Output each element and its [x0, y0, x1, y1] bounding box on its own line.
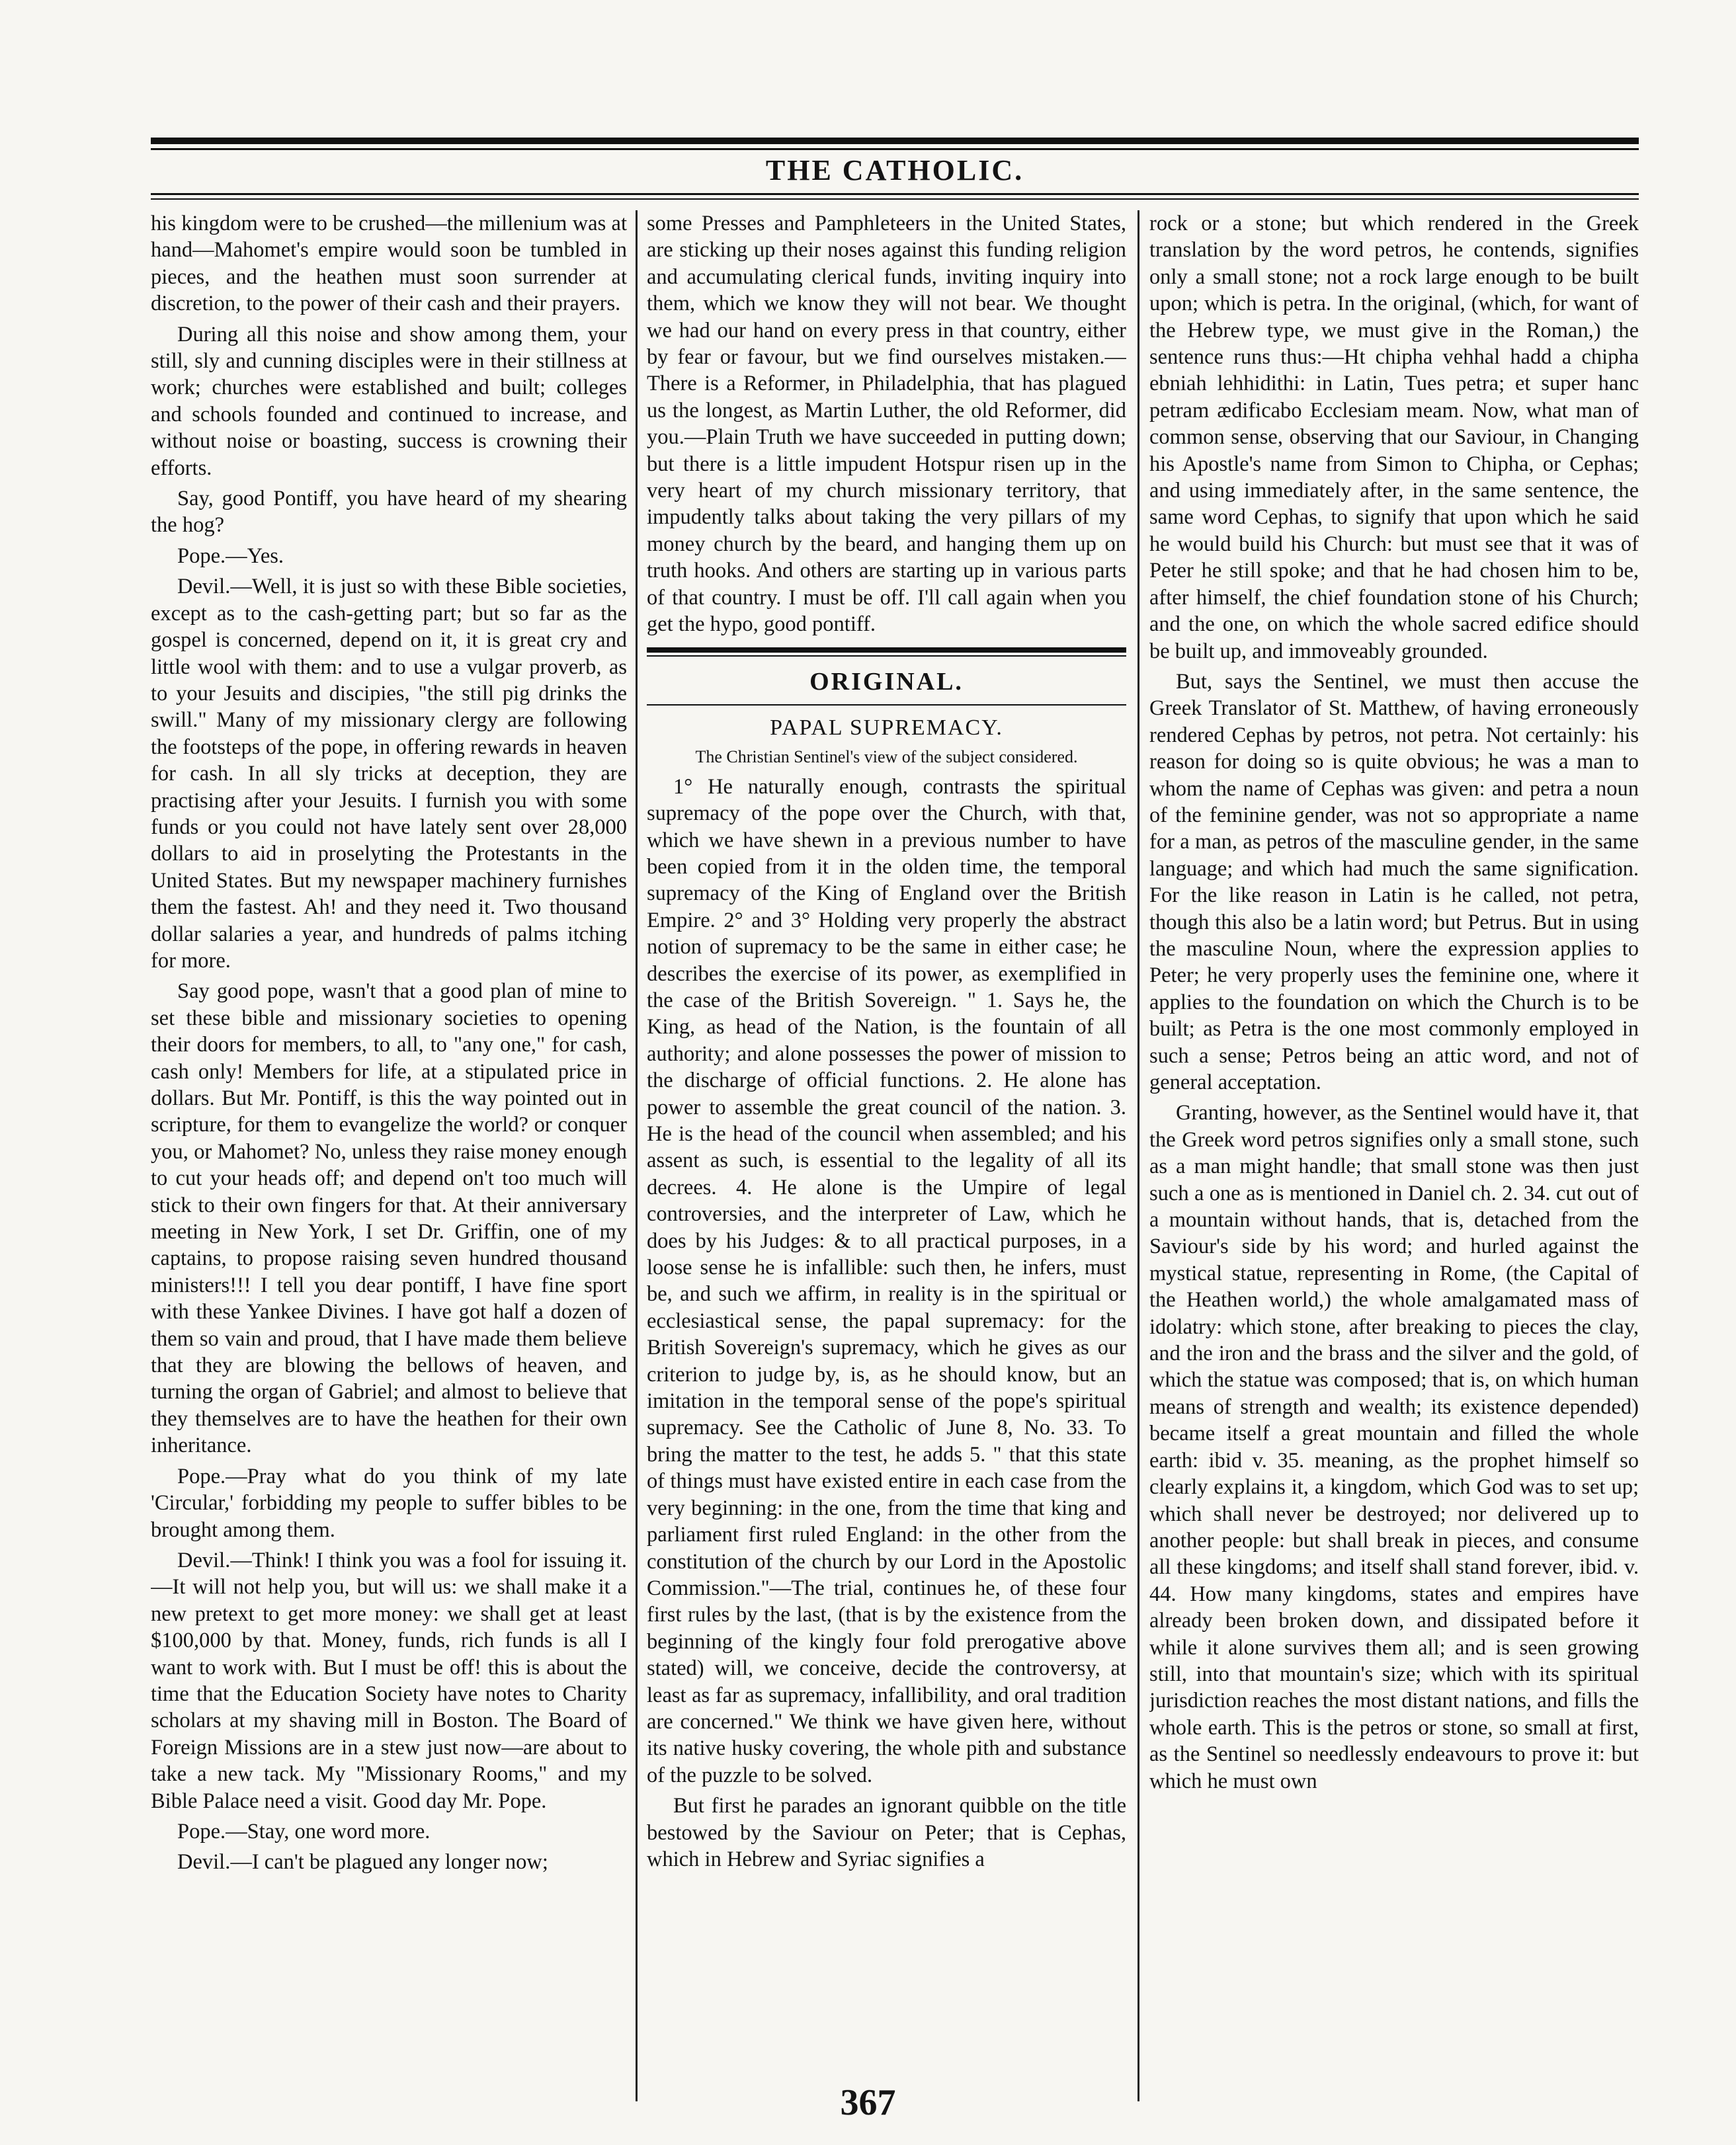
top-thin-rule: [151, 148, 1639, 150]
paragraph: Pope.—Stay, one word more.: [177, 1819, 431, 1843]
paragraph: some Presses and Pamphleteers in the United States, are sticking up their noses against this funding religion and accumulating clerical funds, inviting inquiry into them, which we know they will not bear. We thought we had our hand on every press in that country, either by fear or favour, but we find ourselves mistaken.—There is a Reformer, in Philadelphia, that has plagued us the longest, as Martin Luther, the old Reformer, did you.—Plain Truth we have succeeded in putting down; but there is a little impudent Hotspur risen up in the very heart of my church missionary territory, that impudently talks about taking the very pillars of my money church by the beard, and hanging them up on truth hooks. And others are starting up in various parts of that country. I must be off. I'll call again when you get the hypo, good pontiff.: [647, 212, 1126, 637]
running-title: THE CATHOLIC.: [765, 154, 1024, 186]
column-left: [151, 210, 627, 2068]
paragraph: Say good pope, wasn't that a good plan of mine to set these bible and missionary societies to opening their doors for members, to all, to "any one," for cash, cash only! Members for life, at a stipulated price in dollars. But Mr. Pontiff, is this the way pointed out in scripture, for them to evangelize the world? or conquer you, or Mahomet? No, unless they raise money enough to cut your heads off; and depend on't too much will stick to their own fingers for that. At their anniversary meeting in New York, I set Dr. Griffin, one of my captains, to propose raising seven hundred thousand ministers!!! I tell you dear pontiff, I have fine sport with these Yankee Divines. I have got half a dozen of them so vain and proud, that I have made them believe that they are blowing the bellows of heaven, and turning the organ of Gabriel; and almost to believe that they themselves are to have the heathen for their own inheritance.: [151, 979, 627, 1458]
paragraph: Devil.—I can't be plagued any longer now;: [177, 1850, 548, 1875]
paragraph: rock or a stone; but which rendered in the Greek translation by the word petros, he contends, signifies only a small stone; not a rock large enough to be built upon; which is petra. In the original, (which, for want of the Hebrew type, we must give in the Roman,) the sentence runs thus:—Ht chipha vehhal hadd a chipha ebniah lehhidithi: in Latin, Tues petra; et super hanc petram ædificabo Ecclesiam meam. Now, what man of common sense, observing that our Saviour, in Changing his Apostle's name from Simon to Chipha, or Cephas; and using immediately after, in the same sentence, the same word Cephas, to signify that upon which he said he would build his Church: but must see that it was of Peter he still spoke; and that he had chosen him to be, after himself, the chief foundation stone of his Church; and the one, on which the whole sacred edifice should be built up, and immoveably grounded.: [1149, 212, 1639, 663]
paragraph: 1° He naturally enough, contrasts the spiritual supremacy of the pope over the Church, with that, which we have shewn in a previous number to have been copied from it in the olden time, the temporal supremacy of the King of England over the British Empire. 2° and 3° Holding very properly the abstract notion of supremacy to be the same in either case; he describes the exercise of its power, as exemplified in the case of the British Sovereign. " 1. Says he, the King, as head of the Nation, is the fountain of all authority; and alone possesses the power of mission to the discharge of official functions. 2. He alone has power to assemble the great council of the nation. 3. He is the head of the council when assembled; and his assent as such, is essential to the legality of all its decrees. 4. He alone is the Umpire of legal controversies, and the interpreter of Law, which he does by his Judges: & to all practical purposes, in a loose sense he is infallible: such then, he infers, must be, and such we affirm, in reality is in the spiritual or ecclesiastical sense, the papal supremacy: for the British Sovereign's supremacy, which he gives as our criterion to judge by, is, as he should know, but an imitation in the temporal sense of the pope's spiritual supremacy. See the Catholic of June 8, No. 33. To bring the matter to the test, he adds 5. " that this state of things must have existed entire in each case from the very beginning: in the one, from the time that king and parliament first ruled England: in the other from the constitution of the church by our Lord in the Apostolic Commission."—The trial, continues he, of these four first rules by the last, (that is by the existence from the beginning of the kingly four fold prerogative above stated) will, we conceive, decide the controversy, at least as far as supremacy, infallibility, and oral tradition are concerned." We think we have given here, without its native husky covering, the whole pith and substance of the puzzle to be solved.: [647, 774, 1126, 1787]
paragraph: But, says the Sentinel, we must then accuse the Greek Translator of St. Matthew, of having erroneously rendered Cephas by petros, not petra. Not certainly: his reason for doing so is quite obvious; he was a man to whom the name of Cephas was given: and petra a noun of the feminine gender, was not so appropriate a name for a man, as petros of the masculine gender, in the same language; and which had much the same signification. For the like reason in Latin is he called, not petra, though this also be a latin word; but Petrus. But in using the masculine Noun, where the expression applies to Peter; he very properly uses the feminine one, where it applies to the foundation on which the Church is to be built; as Petra is the one most commonly employed in such a sense; Petros being an attic word, and not of general acceptation.: [1149, 669, 1639, 1094]
section-heading: ORIGINAL.: [809, 667, 964, 696]
column-divider-1: [636, 210, 638, 2101]
page-number: 367: [840, 2082, 896, 2123]
paragraph: Granting, however, as the Sentinel would have it, that the Greek word petros signifies only a small stone, such as a man might handle; that small stone was then just such a one as is mentioned in Daniel ch. 2. 34. cut out of a mountain without hands, that is, detached from the Saviour's side by his word; and hurled against the mystical statue, representing in Rome, (the Capital of the Heathen world,) the whole amalgamated mass of idolatry: which stone, after breaking to pieces the clay, and the iron and the brass and the silver and the gold, of which the statue was composed; that is, on which human means of strength and wealth; its existence depended) became itself a great mountain and filled the whole earth: ibid v. 35. meaning, as the prophet himself so clearly explains it, a kingdom, which God was to set up; which shall never be destroyed; nor delivered up to another people: but shall break in pieces, and consume all these kingdoms; and itself shall stand forever, ibid. v. 44. How many kingdoms, states and empires have already been broken down, and dissipated before it while it alone survives them all; and is seen growing still, into that mountain's size; which with its spiritual jurisdiction reaches the most distant nations, and fills the whole earth. This is the petros or stone, so small at first, as the Sentinel so needlessly endeavours to prove it: but which he must own: [1149, 1101, 1639, 1793]
paragraph: During all this noise and show among them, your still, sly and cunning disciples were in their stillness at work; churches were established and built; colleges and schools founded and continued to increase, and without noise or boasting, success is crowning their efforts.: [151, 322, 627, 480]
masthead-rule: [151, 193, 1639, 195]
paragraph: Devil.—Think! I think you was a fool for issuing it.—It will not help you, but will us: we shall make it a new pretext to get more money: we shall get at least $100,000 by that. Money, funds, rich funds is all I want to work with. But I must be off! this is about the time that the Education Society have notes to Charity scholars at my shaving mill in Boston. The Board of Foreign Missions are in a stew just now—are about to take a new tack. My "Missionary Rooms," and my Bible Palace need a visit. Good day Mr. Pope.: [151, 1548, 627, 1813]
column-divider-2: [1137, 210, 1139, 2101]
paragraph: Pope.—Yes.: [177, 544, 284, 568]
article-subtitle: The Christian Sentinel's view of the subject considered.: [695, 747, 1078, 767]
paragraph: Say, good Pontiff, you have heard of my shearing the hog?: [151, 487, 627, 538]
column-middle: [647, 210, 1126, 2068]
top-heavy-rule: [151, 138, 1639, 144]
paragraph: But first he parades an ignorant quibble on the title bestowed by the Saviour on Peter; that is Cephas, which in Hebrew and Syriac signifies a: [647, 1794, 1126, 1871]
article-title: PAPAL SUPREMACY.: [770, 715, 1003, 740]
masthead-rule-thin: [151, 198, 1639, 200]
section-rule-bottom: [647, 704, 1126, 706]
paragraph: his kingdom were to be crushed—the millenium was at hand—Mahomet's empire would soon be tumbled in pieces, and the heathen must soon surrender at discretion, to the power of their cash and their prayers.: [151, 212, 627, 316]
column-right: [1149, 210, 1639, 2068]
paragraph: Devil.—Well, it is just so with these Bible societies, except as to the cash-getting part; but so far as the gospel is concerned, depend on it, it is great cry and little wool with them: and to use a vulgar proverb, as to your Jesuits and discipies, "the still pig drinks the swill." Many of my missionary clergy are following the footsteps of the pope, in offering rewards in heaven for cash. In all sly tricks at deception, they are practising after your Jesuits. I furnish you with some funds or you could not have lately sent over 28,000 dollars to aid in proselyting the Protestants in the United States. But my newspaper machinery furnishes them the fastest. Ah! and they need it. Two thousand dollar salaries a year, and hundreds of palms itching for more.: [151, 575, 627, 973]
paragraph: Pope.—Pray what do you think of my late 'Circular,' forbidding my people to suffer bibles to be brought among them.: [151, 1464, 627, 1542]
section-rule-top: [647, 647, 1126, 657]
